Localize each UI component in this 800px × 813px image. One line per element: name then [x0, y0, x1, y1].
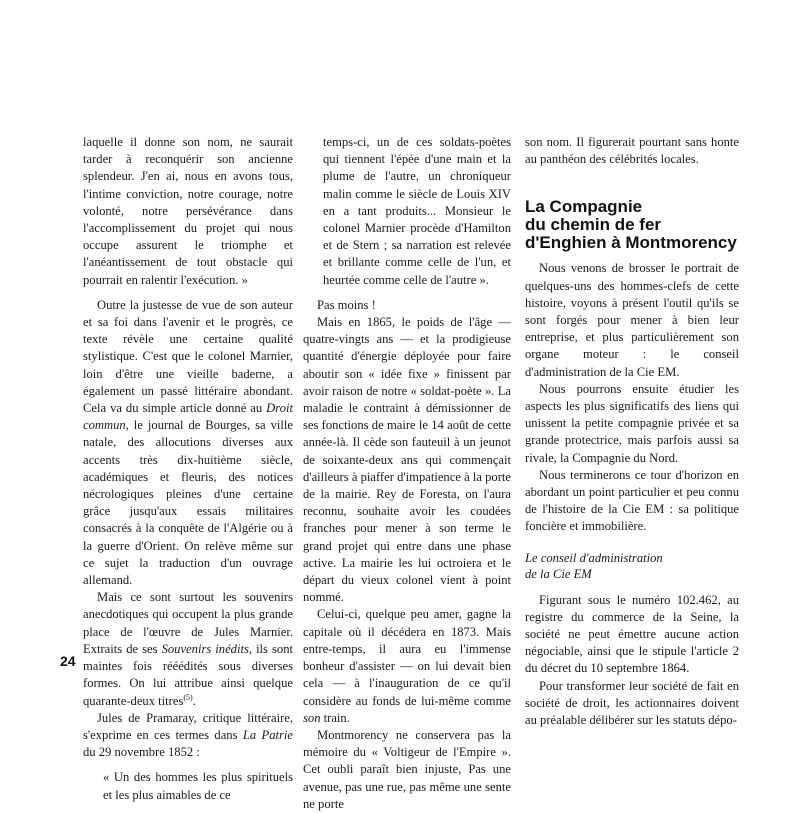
newspaper-title: La Patrie [242, 727, 293, 742]
footnote-ref: (5) [183, 692, 193, 702]
journal-title: Droit commun [83, 401, 293, 433]
page-number: 24 [60, 653, 76, 669]
paragraph: Celui-ci, quelque peu amer, gagne la capitale où il décédera en 1873. Mais entre-temps, il aura eu l'immense bonheur d'assister — on lui devait bien cela — à l'inauguration de ce qu'il considère au fonds de lui-même comme son train. [303, 607, 511, 725]
section-heading: La Compagnie du chemin de fer d'Enghien à Montmorency [525, 197, 737, 253]
paragraph: Pour transformer leur société de fait en société de droit, les actionnaires doivent au préalable délibérer sur les statuts dépo- [525, 678, 739, 728]
paragraph: laquelle il donne son nom, ne saurait tarder à reconquérir son ancienne splendeur. J'en ai, nous en avons tous, l'intime conviction, notre courage, notre volonté, notre persévérance dans l'accomplissement du projet qui nous occupe assurent le triomphe et l'anéantissement de tout obstacle qui pourrait en ralentir l'exécution. » [83, 135, 293, 287]
paragraph: son nom. Il figurerait pourtant sans honte au panthéon des célébrités locales. [525, 135, 739, 167]
paragraph: Montmorency ne conservera pas la mémoire du « Voltigeur de l'Empire ». Cet oubli paraît bien injuste, Pas une avenue, pas une rue, pas même une sente ne porte [303, 727, 511, 811]
paragraph: Outre la justesse de vue de son auteur et sa foi dans l'avenir et le progrès, ce texte révèle une certaine qualité stylistique. C'est que le colonel Marnier, loin d'être une vieille baderne, a également un passé littéraire abondant. Cela va du simple article donné au Droit commun, le journal de Bourges, sa ville natale, des allocutions diverses aux accents très dix-huitième siècle, académiques et fleuris, des notices nécrologiques pleines d'une certaine grâce jusqu'aux essais militaires consacrés à la conquête de l'Algérie ou à la guerre d'Orient. On relève même sur ce sujet la traduction d'un ouvrage allemand. [83, 297, 293, 588]
column-right [525, 134, 739, 729]
book-title: Souvenirs inédits [161, 641, 249, 656]
paragraph: Mais ce sont surtout les souvenirs anecdotiques qui occupent la plus grande place de l'œuvre de Jules Marnier. Extraits de ses Souvenirs inédits, ils sont maintes fois rééédités sous diverses formes. On lui attribue ainsi quelque quarante-deux titres$^{(5)}$. [83, 590, 293, 708]
paragraph: Mais en 1865, le poids de l'âge — quatre-vingts ans — et la prodigieuse quantité d'énergie déployée pour faire aboutir son « idée fixe » finissent par avoir raison de notre « soldat-poète ». La maladie le contraint à démissionner de ses fonctions de maire le 14 août de cette année-là. Il cède son fauteuil à un jeunot de soixante-deux ans qui commençait d'ailleurs à piaffer d'impatience à la porte de la mairie. Rey de Foresta, on l'aura reconnu, souhaite avoir les coudées franches pour mener à son terme le grand projet qui entre dans une phase active. La mairie les lui octroiera et le départ du vieux colonel vient à point nommé. [303, 315, 511, 605]
paragraph: Figurant sous le numéro 102.462, au registre du commerce de la Seine, la société ne peut émettre aucune action négociable, ainsi que le stipule l'article 2 du décret du 10 septembre 1864. [525, 592, 739, 676]
subsection-heading: Le conseil d'administration de la Cie EM [525, 550, 663, 581]
quotation: « Un des hommes les plus spirituels et les plus aimables de ce [103, 770, 293, 802]
paragraph: Nous venons de brosser le portrait de quelques-uns des hommes-clefs de cette histoire, voyons à présent l'outil qu'ils se sont forgés pour mener à bien leur entreprise, et plus particulièrement son organe moteur : le conseil d'administration de la Cie EM. [525, 261, 739, 379]
paragraph: Pas moins ! [317, 297, 376, 312]
quotation: temps-ci, un de ces soldats-poètes qui tiennent l'épée d'une main et la plume de l'autre, un chroniqueur malin comme le siècle de Louis XIV en a tant produits... Monsieur le colonel Marnier procède d'Hamilton et de Stern ; sa narration est relevée et brillante comme celle de l'un, et heurtée comme celle de l'autre ». [323, 135, 511, 287]
emphasis: son [303, 710, 321, 725]
paragraph: Nous pourrons ensuite étudier les aspects les plus significatifs des liens qui unissent la petite compagnie privée et sa grande protectrice, mais parfois aussi sa rivale, la Compagnie du Nord. [525, 381, 739, 465]
paragraph: Jules de Pramaray, critique littéraire, s'exprime en ces termes dans La Patrie du 29 novembre 1852 : [83, 710, 293, 760]
paragraph: Nous terminerons ce tour d'horizon en abordant un point particulier et peu connu de l'histoire de la Cie EM : sa politique foncière et immobilière. [525, 467, 739, 534]
column-left [83, 134, 293, 804]
column-middle [303, 134, 511, 813]
